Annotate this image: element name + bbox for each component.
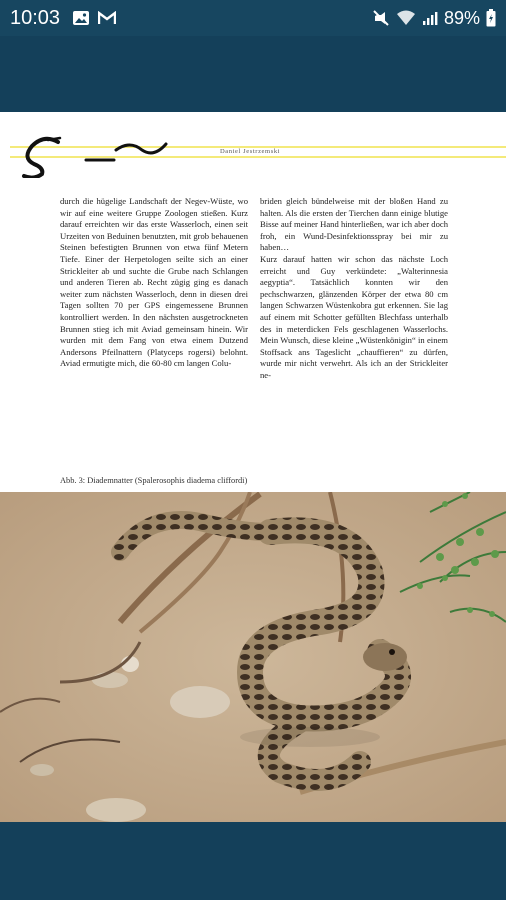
paragraph: durch die hügelige Landschaft der Negev-Wüste, wo wir auf eine weitere Gruppe Zoologen stießen. Kurz darauf erreichten wir das erste Wasserloch, einen seit Urzeiten von Beduinen benutzten, mit grob behauenen Steinen befestigten Brunnen von etwa fünf Metern Tiefe. Einer der Herpetologen seilte sich an einer Strickleiter ab und suchte die Grube nach Schlangen und anderen Tieren ab. Recht zügig ging es danach weiter zum nächsten Wasserloch, denn in diesen drei Tagen sollten 70 per GPS eingemessene Brunnen kontrolliert werden. In den nächsten ausgetrockneten Brunnen stieg ich mit Aviad gemeinsam hinein. Wir wurden mit dem Fang von etwa einem Dutzend Andersons Pfeilnattern (Platyceps rogersi) belohnt. Aviad ermutigte mich, die 60-80 cm langen Colu-: [60, 196, 248, 369]
signal-icon: [422, 10, 438, 26]
image-icon: [72, 10, 90, 26]
status-right: [372, 8, 496, 29]
wifi-icon: [396, 10, 416, 26]
gmail-icon: [98, 11, 116, 25]
text-column-left: [60, 196, 248, 370]
snake-logo: [14, 130, 174, 178]
page-header: [0, 112, 506, 192]
reader-bottom-area: [0, 822, 506, 900]
battery-percent: 89%: [443, 7, 480, 28]
figure-caption: Abb. 3: Diademnatter (Spalerosophis diadema cliffordi): [60, 476, 248, 485]
reader-top-area: [0, 36, 506, 112]
paragraph: Kurz darauf hatten wir schon das nächste Loch erreicht und Guy verkündete: „Walterinnesia aegyptia“. Tatsächlich konnten wir den pechschwarzen, glänzenden Körper der etwa 80 cm langen Schwarzen Wüstenkobra gut erkennen. Sie lag auf einem mit Schotter gefüllten Blechfass unterhalb des in meterdicken Fels geschlagenen Wasserlochs. Mein Wunsch, diese kleine „Wüstenkönigin“ in einem Stoffsack ans Tageslicht „chauffieren“ zu dürfen, wurde mir nicht verwehrt. Als ich an der Strickleiter ne-: [260, 253, 448, 380]
running-head: Daniel Jestrzemski: [220, 148, 281, 155]
status-bar: [0, 0, 506, 36]
battery-icon: [486, 9, 496, 27]
paragraph: briden gleich bündelweise mit der bloßen Hand zu halten. Als die ersten der Tierchen dann einige blutige Bisse auf meiner Hand hinterließen, war ich aber doch froh, ein Wund-Desinfektionsspray bei mir zu haben…: [260, 196, 448, 253]
mute-icon: [372, 9, 390, 27]
text-column-right: [260, 196, 448, 382]
snake-photo: [0, 492, 506, 822]
magazine-page[interactable]: [0, 112, 506, 822]
status-left-icons: [72, 10, 116, 26]
status-time: 10:03: [10, 6, 61, 29]
